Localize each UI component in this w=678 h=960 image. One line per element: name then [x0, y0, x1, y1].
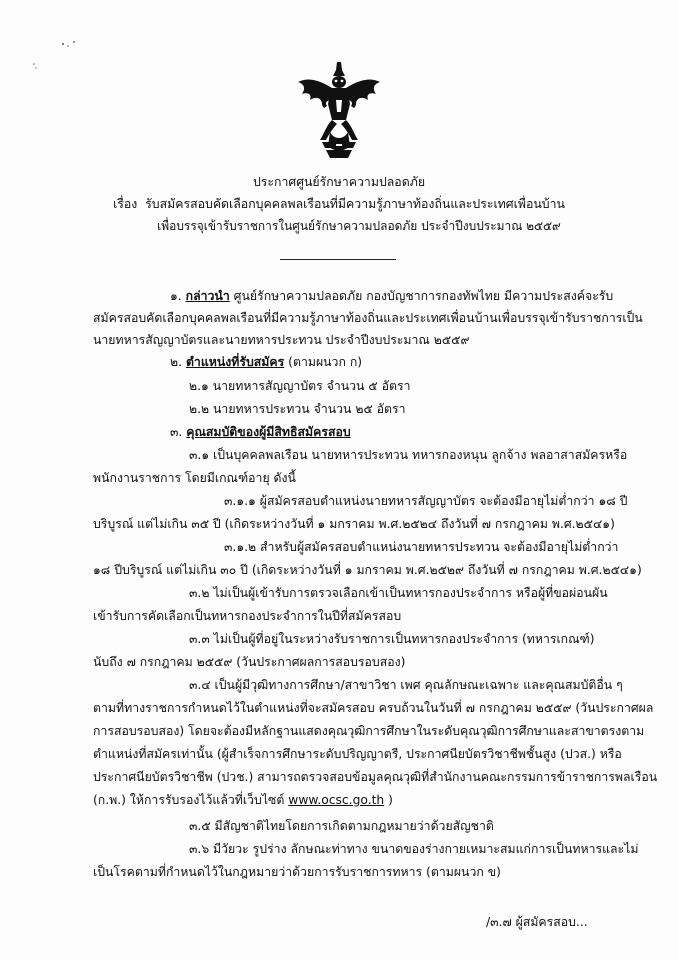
section-3-6-line2: เป็นโรคตามที่กำหนดไว้ในกฎหมายว่าด้วยการรับราชการทหาร (ตามผนวก ข) — [93, 865, 501, 879]
section-1-heading: กล่าวนำ — [185, 289, 230, 303]
section-3-1-1-line2: บริบูรณ์ แต่ไม่เกิน ๓๕ ปี (เกิดระหว่างวันที่ ๑ มกราคม พ.ศ.๒๕๒๔ ถึงวันที่ ๗ กรกฎาคม พ.ศ.๒๕๔๑) — [93, 517, 615, 531]
announcement-subject-line1 — [5, 193, 673, 215]
section-1-line2: สมัครสอบคัดเลือกบุคคลพลเรือนที่มีความรู้ภาษาท้องถิ่นและประเทศเพื่อนบ้านเพื่อบรรจุเข้ารับราชการเป็น — [93, 311, 643, 325]
section-3-1-line2: พนักงานราชการ โดยมีเกณฑ์อายุ ดังนี้ — [93, 471, 296, 485]
section-2-heading: ตำแหน่งที่รับสมัคร — [185, 355, 285, 369]
section-3-2-line1: ๓.๒ ไม่เป็นผู้เข้ารับการตรวจเลือกเข้าเป็นทหารกองประจำการ หรือผู้ที่ขอผ่อนผัน — [189, 586, 608, 600]
section-2-number: ๒. — [170, 355, 183, 369]
announcement-issuer: ประกาศศูนย์รักษาความปลอดภัย — [252, 174, 426, 189]
section-3-3-line1: ๓.๓ ไม่เป็นผู้ที่อยู่ในระหว่างรับราชการเป็นทหารกองประจำการ (ทหารเกณฑ์) — [189, 632, 595, 646]
title-divider — [280, 259, 396, 260]
section-1-line1 — [170, 285, 613, 307]
section-3-4-line6-close: ) — [388, 793, 393, 807]
section-2-annex: (ตามผนวก ก) — [288, 355, 363, 369]
subject-text-1: รับสมัครสอบคัดเลือกบุคคลพลเรือนที่มีความรู้ภาษาท้องถิ่นและประเทศเพื่อนบ้าน — [145, 196, 565, 211]
section-3-1-2-line2: ๑๘ ปีบริบูรณ์ แต่ไม่เกิน ๓๐ ปี (เกิดระหว่างวันที่ ๑ มกราคม พ.ศ.๒๕๒๙ ถึงวันที่ ๗ กรกฎาคม พ.ศ.๒๕๔๑) — [93, 563, 642, 577]
ocsc-website-link[interactable]: www.ocsc.go.th — [288, 793, 385, 807]
section-3-1-1-line1: ๓.๑.๑ ผู้สมัครสอบตำแหน่งนายทหารสัญญาบัตร จะต้องมีอายุไม่ต่ำกว่า ๑๘ ปี — [224, 494, 628, 508]
garuda-emblem-icon — [296, 60, 382, 160]
section-3-5: ๓.๕ มีสัญชาติไทยโดยการเกิดตามกฎหมายว่าด้วยสัญชาติ — [189, 819, 494, 833]
subject-label: เรื่อง — [113, 196, 138, 211]
section-3-2-line2: เข้ารับการคัดเลือกเป็นทหารกองประจำการในปีที่สมัครสอบ — [93, 609, 402, 623]
section-3-4-line4: ตำแหน่งที่สมัครเท่านั้น (ผู้สำเร็จการศึกษาระดับปริญญาตรี, ประกาศนียบัตรวิชาชีพชั้นสูง (ปวส.) หรือ — [93, 747, 622, 761]
section-2-1: ๒.๑ นายทหารสัญญาบัตร จำนวน ๕ อัตรา — [189, 379, 411, 393]
section-3-1-line1: ๓.๑ เป็นบุคคลพลเรือน นายทหารประทวน ทหารกองหนุน ลูกจ้าง พลอาสาสมัครหรือ — [189, 448, 628, 462]
section-3-heading: คุณสมบัติของผู้มีสิทธิสมัครสอบ — [186, 425, 351, 439]
section-1-text: ศูนย์รักษาความปลอดภัย กองบัญชาการกองทัพไทย มีความประสงค์จะรับ — [233, 289, 614, 303]
section-3-4-line3: การสอบรอบสอง) โดยจะต้องมีหลักฐานแสดงคุณวุฒิการศึกษาในระดับคุณวุฒิการศึกษาและสาขาตรงตาม — [93, 724, 645, 738]
section-3-1-2-line1: ๓.๑.๒ สำหรับผู้สมัครสอบตำแหน่งนายทหารประทวน จะต้องมีอายุไม่ต่ำกว่า — [224, 540, 619, 554]
section-3-4-line6 — [93, 789, 393, 811]
section-1-number: ๑. — [170, 289, 182, 303]
section-3-6-line1: ๓.๖ มีวัยวะ รูปร่าง ลักษณะท่าทาง ขนาดของร่างกายเหมาะสมแก่การเป็นทหารและไม่ — [189, 842, 639, 856]
continuation-note: /๓.๗ ผู้สมัครสอบ... — [486, 915, 588, 929]
section-1-line3: นายทหารสัญญาบัตรและนายทหารประทวน ประจำปีงบประมาณ ๒๕๕๙ — [93, 333, 470, 347]
section-3-heading-line — [170, 421, 351, 443]
section-2-heading-line — [170, 351, 362, 373]
section-2-2: ๒.๒ นายทหารประทวน จำนวน ๒๕ อัตรา — [189, 402, 406, 416]
section-3-4-line5: ประกาศนียบัตรวิชาชีพ (ปวช.) สามารถตรวจสอบข้อมูลคุณวุฒิที่สำนักงานคณะกรรมการข้าราชการพลเรือน — [93, 770, 658, 784]
section-3-4-line6-text: (ก.พ.) ให้การรับรองไว้แล้วที่เว็บไซต์ — [93, 793, 285, 807]
section-3-4-line2: ตามที่ทางราชการกำหนดไว้ในตำแหน่งที่จะสมัครสอบ ครบถ้วนในวันที่ ๗ กรกฎาคม ๒๕๕๙ (วันประกาศผล — [93, 701, 654, 715]
scan-specks — [30, 38, 90, 78]
announcement-subject-line2: เพื่อบรรจุเข้ารับราชการในศูนย์รักษาความปลอดภัย ประจำปีงบประมาณ ๒๕๕๙ — [157, 218, 561, 233]
section-3-3-line2: นับถึง ๗ กรกฎาคม ๒๕๕๙ (วันประกาศผลการสอบรอบสอง) — [93, 655, 406, 669]
section-3-number: ๓. — [170, 425, 183, 439]
section-3-4-line1: ๓.๔ เป็นผู้มีวุฒิทางการศึกษา/สาขาวิชา เพศ คุณลักษณะเฉพาะ และคุณสมบัติอื่น ๆ — [189, 678, 623, 692]
